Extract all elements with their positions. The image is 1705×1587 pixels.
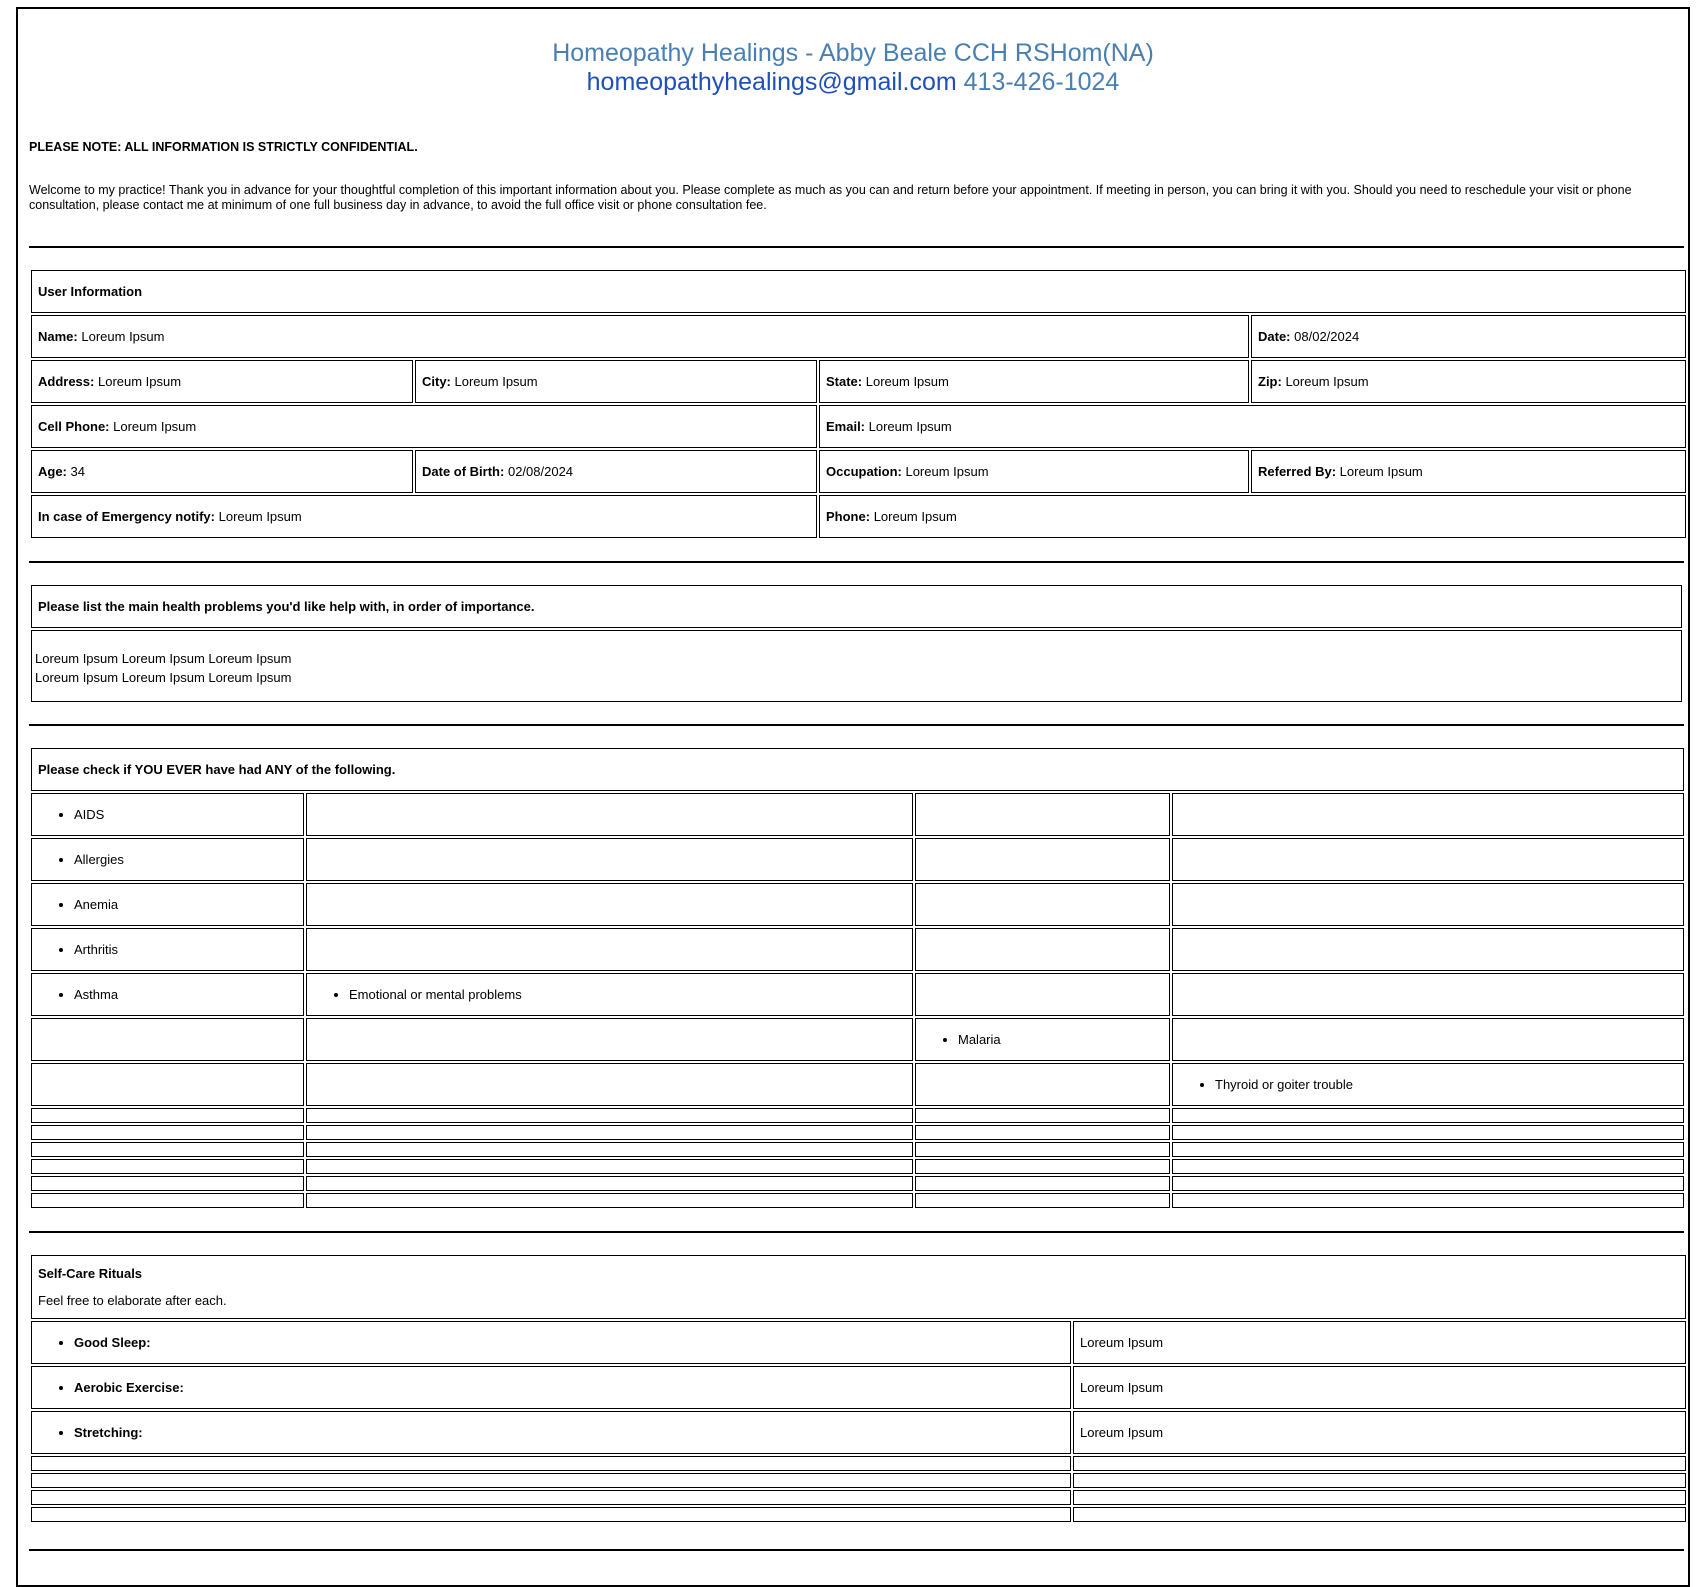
condition-aids[interactable]: • AIDS: [31, 793, 304, 836]
section-divider: [29, 724, 1684, 726]
stretching-answer[interactable]: Loreum Ipsum: [1073, 1411, 1686, 1454]
health-problems-heading: Please list the main health problems you'd like help with, in order of importance.: [31, 585, 1682, 628]
condition-cell[interactable]: [915, 928, 1170, 971]
empty-cell[interactable]: [915, 1159, 1170, 1174]
emergency-phone-field[interactable]: Phone: Loreum Ipsum: [819, 495, 1686, 538]
cell-phone-field[interactable]: Cell Phone: Loreum Ipsum: [31, 405, 817, 448]
empty-cell[interactable]: [1073, 1456, 1686, 1471]
empty-cell[interactable]: [31, 1159, 304, 1174]
empty-cell[interactable]: [31, 1125, 304, 1140]
empty-cell[interactable]: [31, 1456, 1071, 1471]
health-problems-line: Loreum Ipsum Loreum Ipsum Loreum Ipsum: [35, 651, 292, 666]
empty-cell[interactable]: [915, 1108, 1170, 1123]
section-divider: [29, 1549, 1684, 1551]
city-field[interactable]: City: Loreum Ipsum: [415, 360, 817, 403]
contact-email-link[interactable]: homeopathyhealings@gmail.com: [586, 68, 957, 96]
condition-anemia[interactable]: • Anemia: [31, 883, 304, 926]
condition-cell[interactable]: [1172, 973, 1684, 1016]
empty-cell[interactable]: [1172, 1125, 1684, 1140]
self-care-table: [29, 1253, 1688, 1524]
empty-cell[interactable]: [1073, 1507, 1686, 1522]
condition-cell[interactable]: [306, 1063, 913, 1106]
aerobic-exercise-answer[interactable]: Loreum Ipsum: [1073, 1366, 1686, 1409]
empty-cell[interactable]: [1073, 1473, 1686, 1488]
empty-cell[interactable]: [915, 1176, 1170, 1191]
condition-cell[interactable]: [306, 838, 913, 881]
health-problems-table: [29, 583, 1684, 704]
condition-cell[interactable]: [31, 1018, 304, 1061]
contact-line: [18, 68, 1688, 97]
empty-cell[interactable]: [306, 1193, 913, 1208]
condition-thyroid[interactable]: • Thyroid or goiter trouble: [1172, 1063, 1684, 1106]
good-sleep-label: • Good Sleep:: [31, 1321, 1071, 1364]
condition-arthritis[interactable]: • Arthritis: [31, 928, 304, 971]
self-care-heading: Self-Care Rituals Feel free to elaborate after each.: [31, 1255, 1686, 1319]
self-care-subheading: Feel free to elaborate after each.: [38, 1293, 227, 1308]
empty-cell[interactable]: [1172, 1193, 1684, 1208]
condition-cell[interactable]: [915, 883, 1170, 926]
empty-cell[interactable]: [306, 1142, 913, 1157]
condition-cell[interactable]: [306, 1018, 913, 1061]
empty-cell[interactable]: [915, 1193, 1170, 1208]
empty-cell[interactable]: [31, 1142, 304, 1157]
condition-cell[interactable]: [915, 973, 1170, 1016]
empty-cell[interactable]: [306, 1159, 913, 1174]
emergency-contact-field[interactable]: In case of Emergency notify: Loreum Ipsum: [31, 495, 817, 538]
conditions-heading: Please check if YOU EVER have had ANY of the following.: [31, 748, 1684, 791]
user-information-heading: User Information: [31, 270, 1686, 313]
stretching-label: • Stretching:: [31, 1411, 1071, 1454]
condition-cell[interactable]: [31, 1063, 304, 1106]
empty-cell[interactable]: [31, 1473, 1071, 1488]
condition-allergies[interactable]: • Allergies: [31, 838, 304, 881]
section-divider: [29, 1231, 1684, 1233]
empty-cell[interactable]: [31, 1507, 1071, 1522]
condition-cell[interactable]: [1172, 1018, 1684, 1061]
user-information-table: [29, 268, 1688, 540]
welcome-text: Welcome to my practice! Thank you in advance for your thoughtful completion of this important information about you. Please complete as much as you can and return before your appointment. If meeting in person, you can bring it with you. Should you need to reschedule your visit or phone consultation, please contact me at minimum of one full business day in advance, to avoid the full office visit or phone consultation fee.: [29, 183, 1632, 212]
condition-asthma[interactable]: • Asthma: [31, 973, 304, 1016]
section-divider: [29, 246, 1684, 248]
referred-by-field[interactable]: Referred By: Loreum Ipsum: [1251, 450, 1686, 493]
email-field[interactable]: Email: Loreum Ipsum: [819, 405, 1686, 448]
empty-cell[interactable]: [31, 1176, 304, 1191]
empty-cell[interactable]: [31, 1193, 304, 1208]
empty-cell[interactable]: [306, 1108, 913, 1123]
confidential-note: PLEASE NOTE: ALL INFORMATION IS STRICTLY CONFIDENTIAL.: [29, 140, 418, 154]
empty-cell[interactable]: [1172, 1142, 1684, 1157]
condition-cell[interactable]: [1172, 793, 1684, 836]
contact-phone: 413-426-1024: [963, 68, 1120, 96]
condition-cell[interactable]: [1172, 883, 1684, 926]
section-divider: [29, 561, 1684, 563]
empty-cell[interactable]: [1073, 1490, 1686, 1505]
empty-cell[interactable]: [915, 1142, 1170, 1157]
empty-cell[interactable]: [31, 1108, 304, 1123]
health-problems-answer[interactable]: [31, 630, 1682, 702]
empty-cell[interactable]: [306, 1176, 913, 1191]
empty-cell[interactable]: [1172, 1108, 1684, 1123]
condition-cell[interactable]: [1172, 928, 1684, 971]
state-field[interactable]: State: Loreum Ipsum: [819, 360, 1249, 403]
empty-cell[interactable]: [1172, 1176, 1684, 1191]
aerobic-exercise-label: • Aerobic Exercise:: [31, 1366, 1071, 1409]
condition-cell[interactable]: [915, 1063, 1170, 1106]
condition-cell[interactable]: [306, 928, 913, 971]
good-sleep-answer[interactable]: Loreum Ipsum: [1073, 1321, 1686, 1364]
condition-cell[interactable]: [915, 793, 1170, 836]
condition-cell[interactable]: [306, 793, 913, 836]
condition-emotional-problems[interactable]: • Emotional or mental problems: [306, 973, 913, 1016]
practice-title: Homeopathy Healings - Abby Beale CCH RSHom(NA): [552, 39, 1154, 67]
empty-cell[interactable]: [1172, 1159, 1684, 1174]
condition-cell[interactable]: [306, 883, 913, 926]
age-field[interactable]: Age: 34: [31, 450, 413, 493]
empty-cell[interactable]: [915, 1125, 1170, 1140]
date-of-birth-field[interactable]: Date of Birth: 02/08/2024: [415, 450, 817, 493]
date-field[interactable]: Date: 08/02/2024: [1251, 315, 1686, 358]
conditions-table: [29, 746, 1686, 1210]
form-header: [18, 39, 1688, 97]
empty-cell[interactable]: [31, 1490, 1071, 1505]
address-field[interactable]: Address: Loreum Ipsum: [31, 360, 413, 403]
occupation-field[interactable]: Occupation: Loreum Ipsum: [819, 450, 1249, 493]
empty-cell[interactable]: [306, 1125, 913, 1140]
condition-cell[interactable]: [1172, 838, 1684, 881]
health-problems-line: Loreum Ipsum Loreum Ipsum Loreum Ipsum: [35, 670, 292, 685]
intake-form-page: [16, 7, 1690, 1587]
condition-cell[interactable]: [915, 838, 1170, 881]
zip-field[interactable]: Zip: Loreum Ipsum: [1251, 360, 1686, 403]
condition-malaria[interactable]: • Malaria: [915, 1018, 1170, 1061]
name-field[interactable]: Name: Loreum Ipsum: [31, 315, 1249, 358]
